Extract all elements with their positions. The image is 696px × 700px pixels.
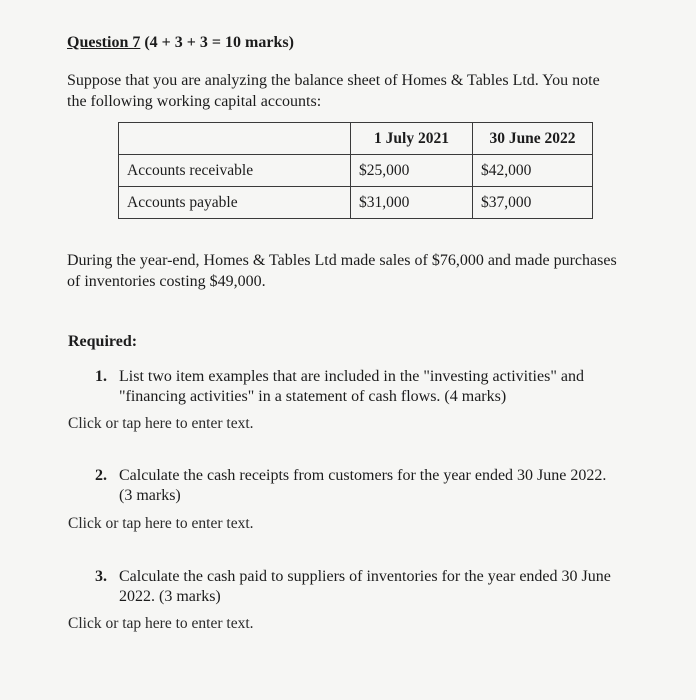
answer-field-1[interactable]: Click or tap here to enter text. [68, 415, 254, 432]
sales-line-2: of inventories costing $49,000. [67, 273, 266, 290]
question-marks: (4 + 3 + 3 = 10 marks) [140, 34, 294, 51]
table-header-row [119, 123, 593, 155]
item-text-line-1: Calculate the cash receipts from customers for the year ended 30 June 2022. [119, 467, 607, 484]
table-cell-value: $42,000 [473, 155, 593, 187]
item-text-line-1: List two item examples that are included in the "investing activities" and [119, 368, 584, 385]
item-text-line-2: "financing activities" in a statement of cash flows. (4 marks) [119, 388, 507, 405]
answer-field-3[interactable]: Click or tap here to enter text. [68, 615, 254, 632]
table-cell-value: $37,000 [473, 187, 593, 219]
answer-field-2[interactable]: Click or tap here to enter text. [68, 515, 254, 532]
intro-line-1: Suppose that you are analyzing the balance sheet of Homes & Tables Ltd. You note [67, 72, 600, 89]
item-number: 3. [95, 568, 107, 585]
question-number: Question 7 [67, 34, 141, 51]
required-item-3 [95, 567, 625, 607]
required-item-1 [95, 367, 625, 407]
required-item-2 [95, 466, 625, 506]
intro-paragraph [67, 70, 637, 112]
table-header-cell [119, 123, 351, 155]
intro-line-2: the following working capital accounts: [67, 93, 322, 110]
item-text-line-2: 2022. (3 marks) [119, 588, 221, 605]
item-text-line-2: (3 marks) [119, 487, 181, 504]
sales-paragraph [67, 250, 647, 292]
question-title [67, 34, 294, 52]
table-header-cell: 30 June 2022 [473, 123, 593, 155]
table-cell-value: $31,000 [351, 187, 473, 219]
table-header-cell: 1 July 2021 [351, 123, 473, 155]
item-number: 1. [95, 368, 107, 385]
table-row [119, 155, 593, 187]
table-cell-label: Accounts receivable [119, 155, 351, 187]
table-row [119, 187, 593, 219]
item-number: 2. [95, 467, 107, 484]
required-heading: Required: [68, 333, 138, 350]
table-cell-label: Accounts payable [119, 187, 351, 219]
working-capital-table [118, 122, 593, 219]
sales-line-1: During the year-end, Homes & Tables Ltd made sales of $76,000 and made purchases [67, 252, 617, 269]
table-cell-value: $25,000 [351, 155, 473, 187]
item-text-line-1: Calculate the cash paid to suppliers of inventories for the year ended 30 June [119, 568, 611, 585]
